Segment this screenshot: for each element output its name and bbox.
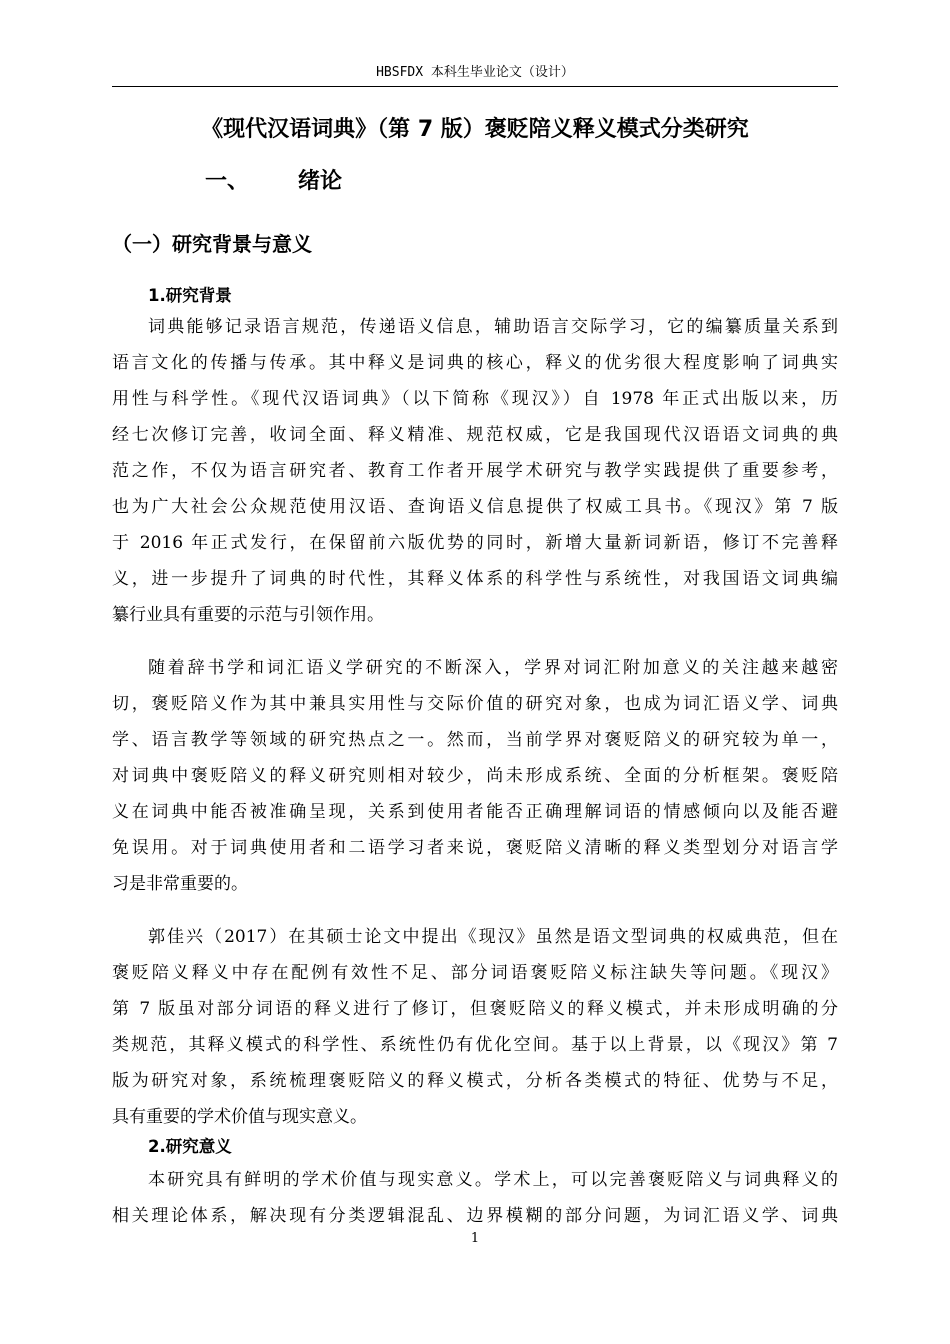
text-line: 随着辞书学和词汇语义学研究的不断深入，学界对词汇附加意义的关注越来越密 [148, 658, 838, 678]
text-line: 范之作，不仅为语言研究者、教育工作者开展学术研究与教学实践提供了重要参考， [112, 461, 838, 481]
chapter-heading [205, 166, 342, 198]
text-line: 经七次修订完善，收词全面、释义精准、规范权威，它是我国现代汉语语文词典的典 [112, 425, 838, 445]
chapter-label: 绪论 [298, 169, 343, 194]
paper-title: 《现代汉语词典》（第 7 版）褒贬陪义释义模式分类研究 [201, 117, 749, 142]
text-line: 用性与科学性。《现代汉语词典》（以下简称《现汉》）自 1978 年正式出版以来，历 [112, 389, 838, 409]
text-line: 切，褒贬陪义作为其中兼具实用性与交际价值的研究对象，也成为词汇语义学、词典 [112, 694, 838, 714]
subsection-heading: 2.研究意义 [148, 1137, 232, 1156]
text-line: 具有重要的学术价值与现实意义。 [112, 1107, 367, 1127]
text-line: 也为广大社会公众规范使用汉语、查询语义信息提供了权威工具书。《现汉》第 7 版 [112, 497, 838, 517]
header-rule [112, 86, 838, 87]
text-line: 习是非常重要的。 [112, 874, 248, 894]
text-line: 郭佳兴（2017）在其硕士论文中提出《现汉》虽然是语文型词典的权威典范，但在 [148, 927, 838, 947]
text-line: 于 2016 年正式发行，在保留前六版优势的同时，新增大量新词新语，修订不完善释 [112, 533, 838, 553]
text-line: 相关理论体系，解决现有分类逻辑混乱、边界模糊的部分问题，为词汇语义学、词典 [112, 1206, 838, 1226]
text-line: 类规范，其释义模式的科学性、系统性仍有优化空间。基于以上背景，以《现汉》第 7 [112, 1035, 838, 1055]
text-line: 本研究具有鲜明的学术价值与现实意义。学术上，可以完善褒贬陪义与词典释义的 [148, 1170, 838, 1190]
subsection-heading: 1.研究背景 [148, 286, 232, 305]
chapter-number: 一、 [205, 169, 250, 194]
text-line: 免误用。对于词典使用者和二语学习者来说，褒贬陪义清晰的释义类型划分对语言学 [112, 838, 838, 858]
text-line: 学、语言教学等领域的研究热点之一。然而，当前学界对褒贬陪义的研究较为单一， [112, 730, 838, 750]
text-line: 褒贬陪义释义中存在配例有效性不足、部分词语褒贬陪义标注缺失等问题。《现汉》 [112, 963, 838, 983]
text-line: 第 7 版虽对部分词语的释义进行了修订，但褒贬陪义的释义模式，并未形成明确的分 [112, 999, 838, 1019]
page-number: 1 [470, 1231, 480, 1246]
text-line: 词典能够记录语言规范，传递语义信息，辅助语言交际学习，它的编纂质量关系到 [148, 317, 838, 337]
text-line: 语言文化的传播与传承。其中释义是词典的核心，释义的优劣很大程度影响了词典实 [112, 353, 838, 373]
section-heading: （一）研究背景与意义 [112, 232, 312, 256]
text-line: 纂行业具有重要的示范与引领作用。 [112, 605, 384, 625]
text-line: 义在词典中能否被准确呈现，关系到使用者能否正确理解词语的情感倾向以及能否避 [112, 802, 838, 822]
text-line: 对词典中褒贬陪义的释义研究则相对较少，尚未形成系统、全面的分析框架。褒贬陪 [112, 766, 838, 786]
running-header: HBSFDX 本科生毕业论文（设计） [376, 65, 574, 80]
text-line: 版为研究对象，系统梳理褒贬陪义的释义模式，分析各类模式的特征、优势与不足， [112, 1071, 838, 1091]
text-line: 义，进一步提升了词典的时代性，其释义体系的科学性与系统性，对我国语文词典编 [112, 569, 838, 589]
